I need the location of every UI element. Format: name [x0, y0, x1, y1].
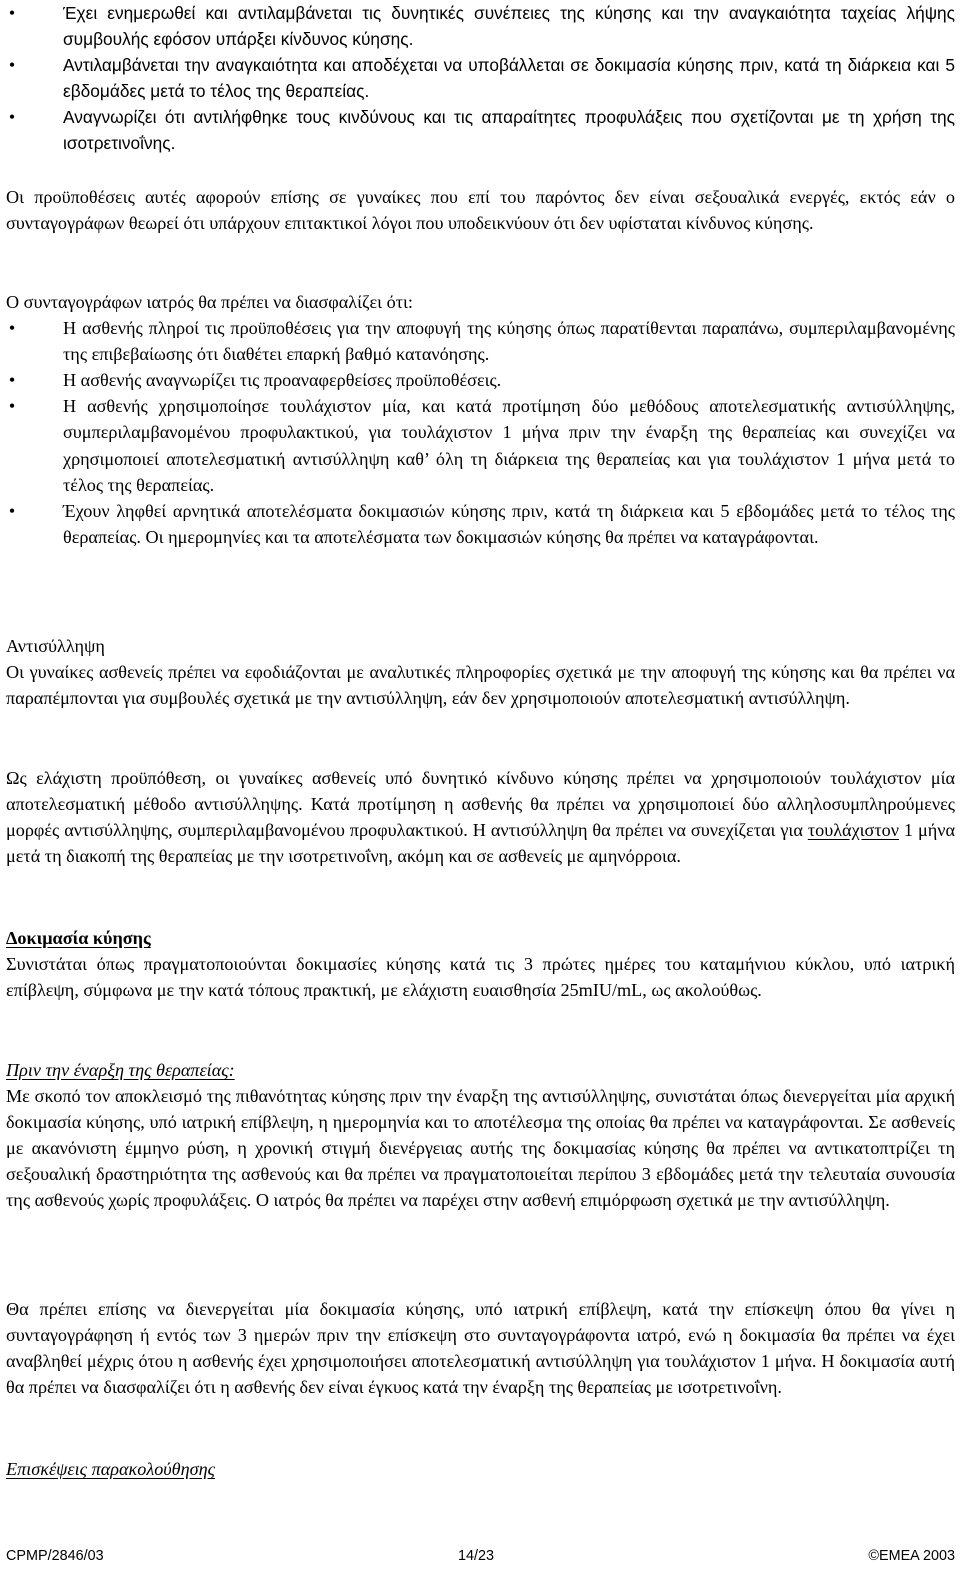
bullet-icon: •: [8, 500, 16, 521]
bullet-icon: •: [8, 396, 16, 417]
pregnancy-test-heading: Δοκιμασία κύησης: [6, 928, 151, 948]
bullet-icon: •: [8, 107, 16, 128]
list-item: • Αναγνωρίζει ότι αντιλήφθηκε τους κινδύνους και τις απαραίτητες προφυλάξεις που σχετίζονται με τη χρήση της ισοτρετινοΐνης.: [6, 104, 955, 156]
list-item: • Η ασθενής πληροί τις προϋποθέσεις για την αποφυγή της κύησης όπως παρατίθενται παραπάνω, συμπεριλαμβανομένης της επιβεβαίωσης ότι διαθέτει επαρκή βαθμό κατανόησης.: [6, 315, 955, 367]
contraception-paragraph-2: Ως ελάχιστη προϋπόθεση, οι γυναίκες ασθενείς υπό δυνητικό κίνδυνο κύησης πρέπει να χρησιμοποιούν τουλάχιστον μία αποτελεσματική μέθοδο αντισύλληψης. Κατά προτίμηση η ασθενής θα πρέπει να χρησιμοποιεί δύο αλληλοσυμπληρούμενες μορφές αντισύλληψης, συμπεριλαμβανομένου προφυλακτικού. Η αντισύλληψη θα πρέπει να συνεχίζεται για τουλάχιστον 1 μήνα μετά τη διακοπή της θεραπείας με την ισοτρετινοΐνη, ακόμη και σε ασθενείς με αμηνόρροια.: [6, 768, 955, 867]
contraception-heading: Αντισύλληψη: [6, 636, 105, 656]
contraception-section: [6, 633, 955, 711]
bullet-icon: •: [8, 370, 16, 391]
underlined-emphasis: τουλάχιστον: [807, 820, 899, 841]
copyright-notice: ©EMEA 2003: [868, 1548, 955, 1564]
before-therapy-block: [6, 1057, 955, 1214]
list-item: • Αντιλαμβάνεται την αναγκαιότητα και αποδέχεται να υποβάλλεται σε δοκιμασία κύησης πριν, κατά τη διάρκεια και 5 εβδομάδες μετά το τέλος της θεραπείας.: [6, 52, 955, 104]
conditions-paragraph-block: [6, 184, 955, 236]
before-therapy-paragraph: Με σκοπό τον αποκλεισμό της πιθανότητας κύησης πριν την έναρξη της αντισύλληψης, συνιστάται όπως διενεργείται μία αρχική δοκιμασία κύησης, υπό ιατρική επίβλεψη, η ημερομηνία και το αποτέλεσμα της οποίας θα πρέπει να καταγράφονται. Σε ασθενείς με ακανόνιστη έμμηνο ρύση, η χρονική στιγμή διενέργειας αυτής της δοκιμασίας κύησης θα πρέπει να αντικατοπτρίζει τη σεξουαλική δραστηριότητα της ασθενούς και θα πρέπει να πραγματοποιείται περίπου 3 εβδομάδες μετά την τελευταία συνουσία της ασθενούς χωρίς προφυλάξεις. Ο ιατρός θα πρέπει να παρέχει στην ασθενή επιμόρφωση σχετικά με την αντισύλληψη.: [6, 1086, 955, 1211]
conditions-paragraph: Οι προϋποθέσεις αυτές αφορούν επίσης σε γυναίκες που επί του παρόντος δεν είναι σεξουαλικά ενεργές, εκτός εάν ο συνταγογράφων θεωρεί ότι υπάρχουν επιτακτικοί λόγοι που υποδεικνύουν ότι δεν υφίσταται κίνδυνος κύησης.: [6, 187, 955, 234]
pregnancy-test-paragraph-3: Θα πρέπει επίσης να διενεργείται μία δοκιμασία κύησης, υπό ιατρική επίβλεψη, κατά την επίσκεψη όπου θα γίνει η συνταγογράφηση ή εντός των 3 ημερών πριν την επίσκεψη στο συνταγογράφοντα ιατρό, ενώ η δοκιμασία θα πρέπει να έχει αναβληθεί μέχρις ότου η ασθενής έχει χρησιμοποιήσει αποτελεσματική αντισύλληψη για τουλάχιστον 1 μήνα. Η δοκιμασία αυτή θα πρέπει να διασφαλίζει ότι η ασθενής δεν είναι έγκυος κατά την έναρξη της θεραπείας με ισοτρετινοΐνη.: [6, 1299, 955, 1398]
prescriber-section: [6, 289, 955, 550]
bullet-icon: •: [8, 318, 16, 339]
list-item: • Έχει ενημερωθεί και αντιλαμβάνεται τις δυνητικές συνέπειες της κύησης και την αναγκαιότητα ταχείας λήψης συμβουλής εφόσον υπάρξει κίνδυνος κύησης.: [6, 0, 955, 52]
list-item: • Η ασθενής αναγνωρίζει τις προαναφερθείσες προϋποθέσεις.: [6, 367, 955, 393]
pregnancy-test-section: [6, 925, 955, 1003]
bullet-icon: •: [8, 3, 16, 23]
document-reference: CPMP/2846/03: [6, 1548, 104, 1564]
before-therapy-subheading: Πριν την έναρξη της θεραπείας:: [6, 1060, 235, 1080]
prescriber-intro: Ο συνταγογράφων ιατρός θα πρέπει να διασφαλίζει ότι:: [6, 292, 413, 312]
followup-block: [6, 1456, 955, 1482]
pregnancy-test-paragraph-3-block: [6, 1296, 955, 1400]
list-item: • Έχουν ληφθεί αρνητικά αποτελέσματα δοκιμασιών κύησης πριν, κατά τη διάρκεια και 5 εβδομάδες μετά το τέλος της θεραπείας. Οι ημερομηνίες και τα αποτελέσματα των δοκιμασιών κύησης θα πρέπει να καταγράφονται.: [6, 498, 955, 550]
page-number: 14/23: [458, 1548, 495, 1564]
followup-heading: Επισκέψεις παρακολούθησης: [6, 1459, 215, 1479]
list-item: • Η ασθενής χρησιμοποίησε τουλάχιστον μία, και κατά προτίμηση δύο μεθόδους αποτελεσματικής αντισύλληψης, συμπεριλαμβανομένου προφυλακτικού, για τουλάχιστον 1 μήνα πριν την έναρξη της θεραπείας και συνεχίζει να χρησιμοποιεί αποτελεσματική αντισύλληψη καθ’ όλη τη διάρκεια της θεραπείας και για τουλάχιστον 1 μήνα μετά το τέλος της θεραπείας.: [6, 393, 955, 497]
contraception-paragraph-1: Οι γυναίκες ασθενείς πρέπει να εφοδιάζονται με αναλυτικές πληροφορίες σχετικά με την αποφυγή της κύησης και θα πρέπει να παραπέμπονται για συμβουλές σχετικά με την αντισύλληψη, εάν δεν χρησιμοποιούν αποτελεσματική αντισύλληψη.: [6, 662, 955, 709]
contraception-paragraph-2-block: [6, 765, 955, 869]
pregnancy-test-paragraph-1: Συνιστάται όπως πραγματοποιούνται δοκιμασίες κύησης κατά τις 3 πρώτες ημέρες του καταμήνιου κύκλου, υπό ιατρική επίβλεψη, σύμφωνα με την κατά τόπους πρακτική, με ελάχιστη ευαισθησία 25mIU/mL, ως ακολούθως.: [6, 954, 955, 1001]
top-bullet-list: [6, 0, 955, 157]
bullet-icon: •: [8, 55, 16, 76]
